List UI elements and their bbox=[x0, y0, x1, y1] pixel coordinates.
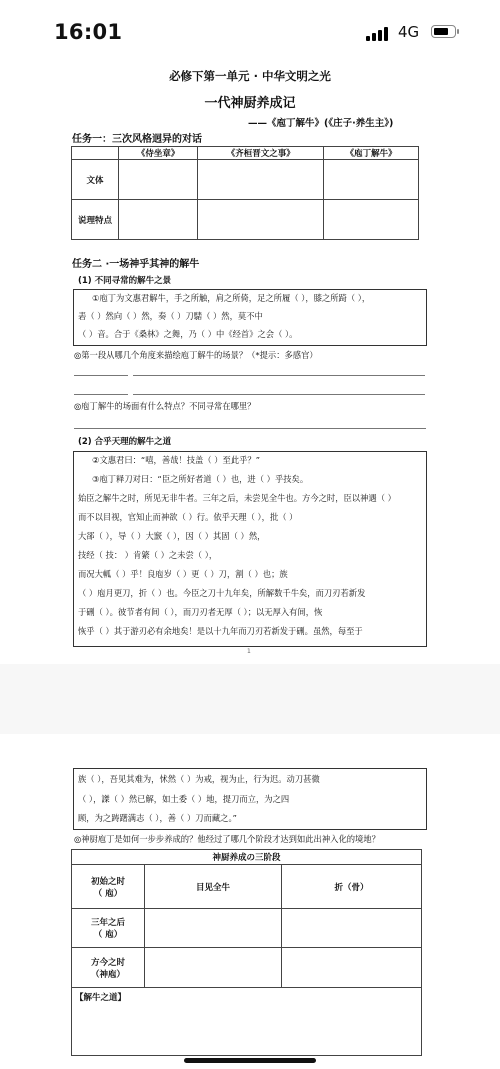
section1-title: (1) 不同寻常的解牛之景 bbox=[78, 276, 172, 286]
column-header: 《齐桓晋文之事》 bbox=[198, 147, 324, 160]
table-cell bbox=[119, 200, 198, 240]
row-header: 文体 bbox=[72, 160, 119, 200]
stage-note: （ 庖） bbox=[93, 888, 123, 899]
status-time: 16:01 bbox=[54, 20, 123, 44]
passage-line: 技经（ 技： ）肯綮（ ）之未尝（ ）， bbox=[78, 550, 218, 560]
passage-box-2 bbox=[73, 451, 427, 647]
passage-line: 于硎（ ）。彼节者有间（ ），而刀刃者无厚（ ）；以无厚入有间，恢 bbox=[78, 607, 323, 617]
answer-line bbox=[133, 394, 425, 395]
table-cell bbox=[324, 160, 419, 200]
table-corner-cell bbox=[72, 147, 119, 160]
passage-line: 而不以目视，官知止而神欲（ ）行。依乎天理（ ），批（ ） bbox=[78, 512, 298, 522]
stage-label bbox=[72, 948, 145, 988]
passage-line: 砉（ ）然向（ ）然，奏（ ）刀騞（ ）然，莫不中 bbox=[78, 311, 263, 321]
table-cell bbox=[324, 200, 419, 240]
passage-line: 族（ ），吾见其难为，怵然（ ）为戒，视为止，行为迟。动刀甚微 bbox=[78, 774, 320, 784]
table-cell bbox=[198, 200, 324, 240]
section2-title: (2) 合乎天理的解牛之道 bbox=[78, 437, 172, 447]
stage-table bbox=[71, 849, 422, 1056]
stage-name: 初始之时 bbox=[90, 876, 125, 887]
passage-line: （ ），謋（ ）然已解，如土委（ ）地，提刀而立，为之四 bbox=[78, 794, 290, 804]
column-header: 折（骨） bbox=[282, 865, 422, 909]
table-cell bbox=[119, 160, 198, 200]
column-header: 《庖丁解牛》 bbox=[324, 147, 419, 160]
passage-line: 顾，为之踌躇满志（ ），善（ ）刀而藏之。” bbox=[78, 813, 237, 823]
stage-table-title: 神厨养成の三阶段 bbox=[72, 850, 422, 865]
stage-name: 三年之后 bbox=[90, 918, 125, 928]
answer-line bbox=[133, 375, 425, 376]
stage-note: （ 庖） bbox=[93, 930, 123, 940]
question-1: ◎第一段从哪几个角度来描绘庖丁解牛的场景？（*提示：多感官） bbox=[74, 350, 318, 360]
table-cell bbox=[198, 160, 324, 200]
page-title: 一代神厨养成记 bbox=[204, 96, 296, 111]
passage-line: 大郤（ ），导（ ）大窾（ ），因（ ）其固（ ）然， bbox=[78, 531, 266, 541]
method-label: 【解牛之道】 bbox=[75, 993, 127, 1003]
page-number: 1 bbox=[247, 648, 251, 655]
question-2: ◎庖丁解牛的场面有什么特点？不同寻常在哪里？ bbox=[74, 401, 256, 411]
stage-label bbox=[72, 909, 145, 948]
network-label: 4G bbox=[398, 23, 420, 41]
unit-title: 必修下第一单元 · 中华文明之光 bbox=[169, 69, 331, 83]
passage-line: （ ）音。合于《桑林》之舞，乃（ ）中《经首》之会（ ）。 bbox=[78, 329, 298, 339]
signal-icon bbox=[366, 26, 388, 41]
question-3: ◎神厨庖丁是如何一步步养成的？他经过了哪几个阶段才达到如此出神入化的境地？ bbox=[74, 834, 380, 844]
comparison-table bbox=[71, 146, 419, 240]
answer-line bbox=[74, 394, 128, 395]
home-indicator[interactable] bbox=[184, 1058, 316, 1063]
passage-line: 始臣之解牛之时，所见无非牛者。三年之后，未尝见全牛也。方今之时，臣以神遇（ ） bbox=[78, 493, 396, 503]
answer-line bbox=[74, 375, 128, 376]
passage-line: ②文惠君曰：“嘻，善哉！技盖（ ）至此乎？” bbox=[92, 455, 261, 465]
table-cell bbox=[145, 909, 282, 948]
stage-label bbox=[72, 865, 145, 909]
passage-line: （ ）庖月更刀，折（ ）也。今臣之刀十九年矣，所解数千牛矣，而刀刃若新发 bbox=[78, 588, 366, 598]
battery-icon bbox=[431, 25, 456, 38]
page-gap bbox=[0, 664, 500, 734]
table-cell bbox=[145, 948, 282, 988]
stage-note: （神庖） bbox=[90, 969, 125, 980]
column-header: 目见全牛 bbox=[145, 865, 282, 909]
task1-title: 任务一：三次风格迥异的对话 bbox=[72, 134, 202, 145]
passage-line: 恢乎（ ）其于游刃必有余地矣！是以十九年而刀刃若新发于硎。虽然，每至于 bbox=[78, 626, 363, 636]
table-cell bbox=[282, 948, 422, 988]
answer-line bbox=[74, 428, 426, 429]
passage-line: 而况大軱（ ）乎！良庖岁（ ）更（ ）刀，割（ ）也；族 bbox=[78, 569, 288, 579]
passage-line: ③庖丁释刀对曰：“臣之所好者道（ ）也，进（ ）乎技矣。 bbox=[92, 474, 309, 484]
stage-name: 方今之时 bbox=[90, 957, 125, 968]
table-cell bbox=[282, 909, 422, 948]
passage-line: ①庖丁为文惠君解牛，手之所触，肩之所倚，足之所履（ ），膝之所踦（ ）， bbox=[92, 293, 371, 303]
column-header: 《侍坐章》 bbox=[119, 147, 198, 160]
passage-box-3 bbox=[73, 768, 427, 830]
method-cell bbox=[72, 988, 422, 1056]
task2-title: 任务二 ·一场神乎其神的解牛 bbox=[72, 259, 200, 270]
passage-box-1 bbox=[73, 289, 427, 346]
row-header: 说理特点 bbox=[72, 200, 119, 240]
page-subtitle: ——《庖丁解牛》(《庄子·养生主》) bbox=[248, 118, 394, 129]
